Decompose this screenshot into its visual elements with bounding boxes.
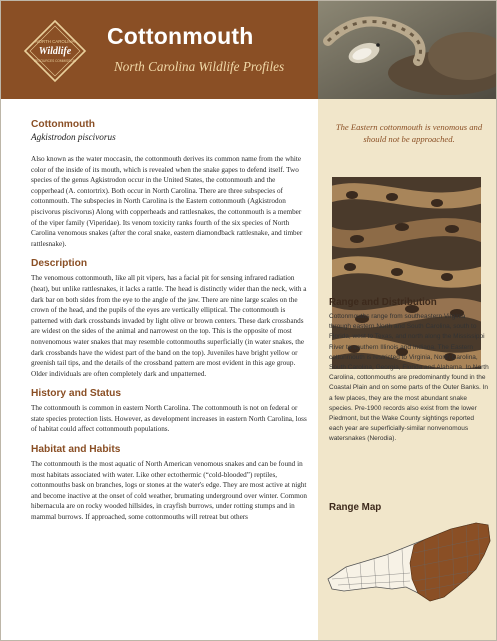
main-content xyxy=(31,119,309,523)
nc-range-map xyxy=(326,517,492,603)
page-title: Cottonmouth xyxy=(107,23,254,49)
pull-quote: The Eastern cottonmouth is venomous and should not be approached. xyxy=(335,122,483,145)
header-band xyxy=(1,1,318,99)
header-snake-photo xyxy=(318,1,497,99)
section-text-history: The cottonmouth is common in eastern North Carolina. The cottonmouth is not on federal or state species protection lists. However, as development increases in eastern North Carolina, loss of habitat could affect cottonmouth populations. xyxy=(31,404,307,434)
logo-diamond-icon xyxy=(23,19,87,83)
range-map-heading: Range Map xyxy=(329,502,382,513)
section-heading-habitat: Habitat and Habits xyxy=(31,444,121,456)
sidebar xyxy=(318,99,497,641)
section-text-habitat: The cottonmouth is the most aquatic of North American venomous snakes and can be found in most habitats associated with water. Like other ectothermic (“cold-blooded”) reptiles, cottonmouths bask on branches, logs or stones at the water's edge. They are most active at night and become inactive at the onset of cold weather, brumating underground over winter. Common hibernacula are on rocky wooded hillsides, in crayfish burrows, under rotting stumps and in mammal burrows. If approached, some cottonmouths will retreat but others xyxy=(31,460,308,522)
logo-bottom-text: RESOURCES COMMISSION xyxy=(34,59,76,63)
range-heading: Range and Distribution xyxy=(329,297,437,308)
main-heading: Cottonmouth xyxy=(31,119,95,130)
logo-middle-text: Wildlife xyxy=(38,46,72,57)
intro-paragraph: Also known as the water moccasin, the cottonmouth derives its common name from the white color of the inside of its mouth, which is revealed when the snake gapes to defend itself. Two species of the genus Agkistrodon occur in the United States, the cottonmouth and the copperhead (A. contortrix). Both occur in North Carolina. There are three subspecies of cottonmouth. The subspecies in North Carolina is the Eastern cottonmouth (Agkistrodon piscivorus piscivorus) Along with copperheads and rattlesnakes, the cottonmouth is a member of the viper family (Viperidae). Its venom toxicity ranks fourth of the six species of North Carolina venomous snakes (after the coral snake, eastern diamondback rattlesnake, and timber rattlesnake). xyxy=(31,155,303,248)
logo-top-text: NORTH CAROLINA xyxy=(35,39,75,44)
scientific-name: Agkistrodon piscivorus xyxy=(31,132,116,142)
section-text-description: The venomous cottonmouth, like all pit vipers, has a facial pit for sensing infrared radiation (heat), but unlike rattlesnakes, it lacks a rattle. The head is distinctly wider than the neck, with a dark bar on both sides from the eye to the angle of the jaw. There are nine large scales on the crown of the head, and the pupils of the eyes are vertically elliptical. The cottonmouth is patterned with dark crossbands invaded by light olive or brown centers. These dark crossbands are widest on the sides of the animal and narrowest on the top. This is the opposite of most nonvenomous water snakes that may resemble cottonmouths superficially (in water snakes, the dark crossbands have the widest part of the band on the top). Juveniles have bright yellow or greenish tail tips, and the details of the crossband pattern are most evident in this age group. Older individuals are often completely dark and unpatterned. xyxy=(31,274,307,378)
north-carolina-map-icon xyxy=(326,517,492,603)
page-subtitle: North Carolina Wildlife Profiles xyxy=(114,59,285,74)
wildlife-commission-logo xyxy=(23,19,87,83)
coiled-snake-photo-icon xyxy=(318,1,497,99)
range-text: Cottonmouths range from southeastern Virginia through eastern North and South Carolina, south to Florida, west to Texas, and north along the Mississippi River to southern Illinois and Indiana. The Eastern cottonmouth is restricted to Virginia, North Carolina, South Carolina, Georgia, Florida and Alabama. In North Carolina, cottonmouths are predominantly found in the Coastal Plain and on some parts of the Outer Banks. In a few places, they are the most abundant snake species. Pre-1900 records also exist from the lower Piedmont, but the Wake County sightings reported each year are superficially-similar nonvenomous watersnakes (Nerodia). xyxy=(329,313,489,443)
section-heading-description: Description xyxy=(31,258,88,270)
section-heading-history: History and Status xyxy=(31,388,122,400)
